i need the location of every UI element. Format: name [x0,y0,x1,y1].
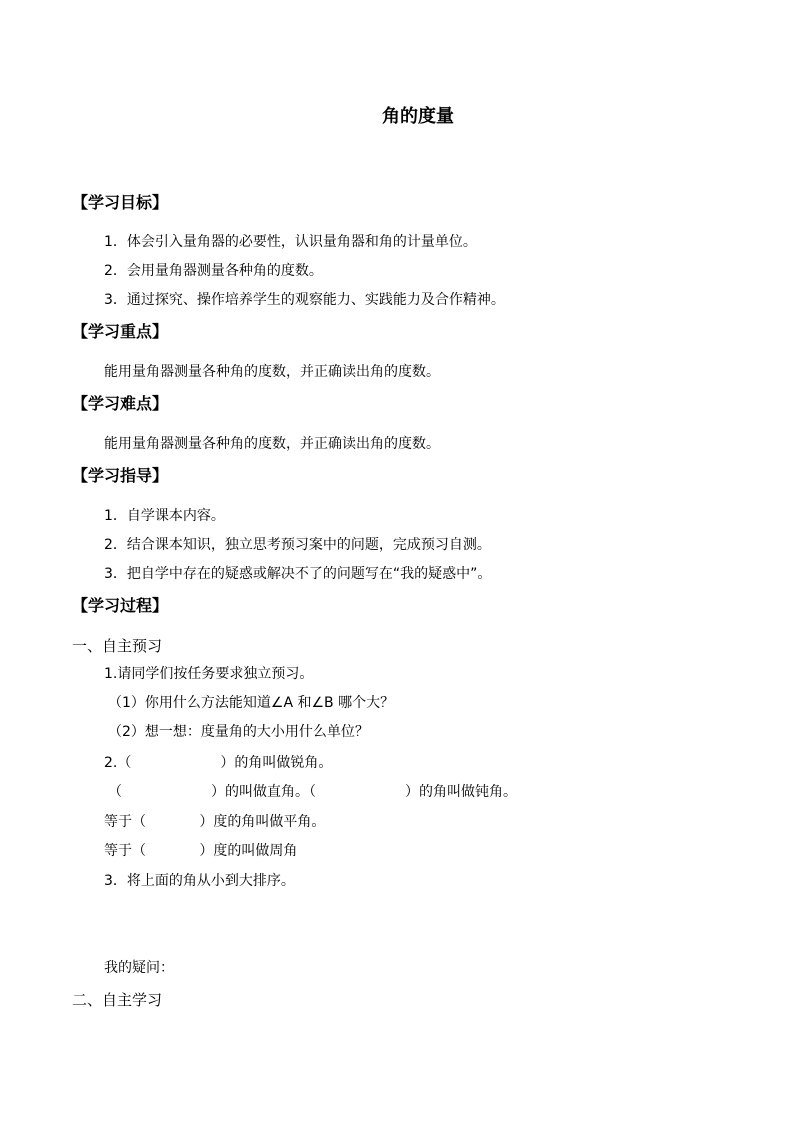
key-points-text: 能用量角器测量各种角的度数，并正确读出角的度数。 [104,364,440,380]
guidance-item-2: 2．结合课本知识，独立思考预习案中的问题，完成预习自测。 [104,537,491,553]
fill-straight-angle: 等于（ ）度的角叫做平角。 [104,814,326,830]
section-self-preview: 一、自主预习 [72,637,163,655]
fill-right-obtuse-angle: （ ）的叫做直角。（ ）的角叫做钝角。 [108,784,518,800]
goal-item-1: 1．体会引入量角器的必要性，认识量角器和角的计量单位。 [104,234,477,250]
guidance-item-1: 1．自学课本内容。 [104,508,225,524]
guidance-item-3: 3．把自学中存在的疑惑或解决不了的问题写在“我的疑惑中”。 [104,566,492,582]
sort-angles-line: 3．将上面的角从小到大排序。 [104,873,295,889]
key-points-heading: 【学习重点】 [72,322,169,341]
my-question-label: 我的疑问： [104,960,174,976]
guidance-heading: 【学习指导】 [72,466,169,485]
fill-full-angle: 等于（ ）度的叫做周角 [104,843,298,859]
section-self-study: 二、自主学习 [72,991,163,1009]
difficulties-text: 能用量角器测量各种角的度数，并正确读出角的度数。 [104,436,440,452]
goals-heading: 【学习目标】 [72,193,169,212]
difficulties-heading: 【学习难点】 [72,394,169,413]
fill-acute-angle: 2.（ ）的角叫做锐角。 [104,755,333,771]
preview-line-1: 1.请同学们按任务要求独立预习。 [104,666,314,682]
process-heading: 【学习过程】 [72,596,169,615]
preview-question-1: （1）你用什么方法能知道∠A 和∠B 哪个大？ [108,695,395,711]
preview-question-2: （2）想一想：度量角的大小用什么单位？ [108,724,369,740]
goal-item-3: 3．通过探究、操作培养学生的观察能力、实践能力及合作精神。 [104,292,505,308]
page-title: 角的度量 [382,106,454,127]
goal-item-2: 2．会用量角器测量各种角的度数。 [104,263,323,279]
